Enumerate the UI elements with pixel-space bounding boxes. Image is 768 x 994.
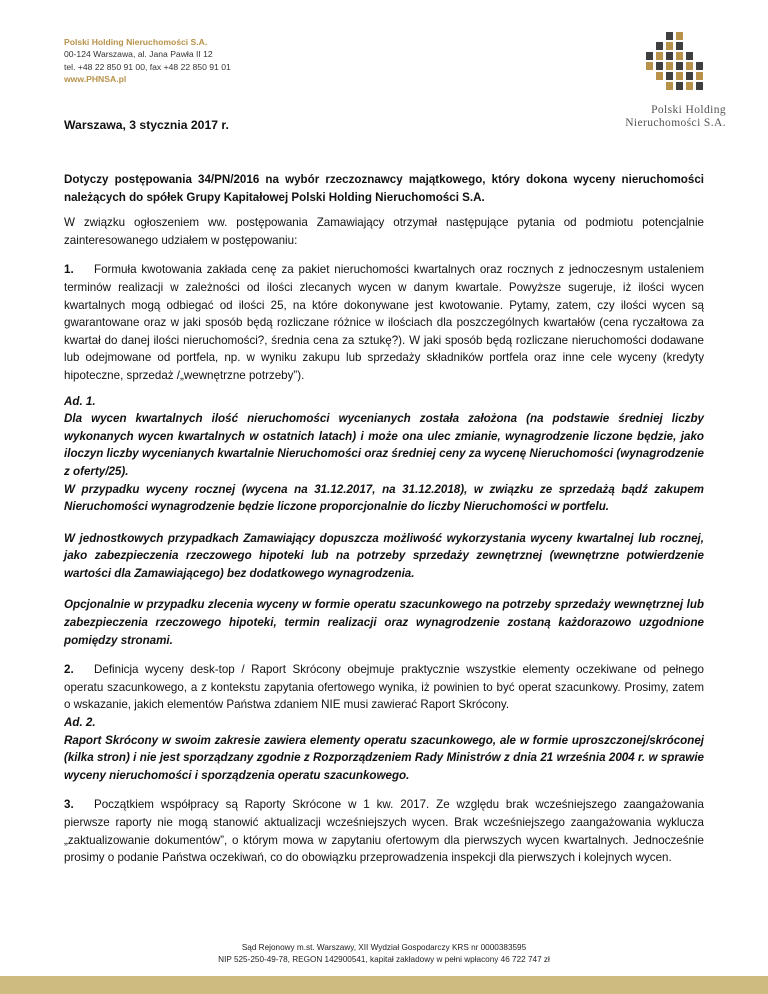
company-address: 00-124 Warszawa, al. Jana Pawła II 12: [64, 49, 213, 60]
answer-1-paragraph-4: Opcjonalnie w przypadku zlecenia wyceny w formie operatu szacunkowego na potrzeby sprzedaży wewnętrznej lub zabezpieczenia rzeczowego hipoteki, termin realizacji oraz wynagrodzenie zostaną każdorazowo uzgodnione pomiędzy stronami.: [64, 598, 704, 647]
question-1-text: Formuła kwotowania zakłada cenę za pakiet nieruchomości kwartalnych oraz rocznych z jednoczesnym ustaleniem terminów realizacji w zależności od ilości zlecanych wycen w danym kwartale. Powyższe sugeruje, iż ilości wycen kwartalnych mogą odbiegać od ilości 25, na które dokonywane jest kwotowanie. Pytamy, zatem, czy ilości wycen są gwarantowane oraz w jaki sposób będą rozliczane różnice w ilościach dla poszczególnych kwartałów (cena ryczałtowa za kwartał do danej ilości nieruchomości?, średnia cena za sztukę?). W jaki sposób będą rozliczane nieruchomości dodawane lub odejmowane od portfela, np. w wyniku zakupu lub sprzedaży składników portfela oraz inne cele wyceny (kredyty hipoteczne, sprzedaż /„wewnętrzne potrzeby”).: [64, 263, 704, 382]
answer-2-paragraph-1: Raport Skrócony w swoim zakresie zawiera elementy operatu szacunkowego, ale w formie uproszczonej/skróconej (kilka stron) i nie jest sporządzany zgodnie z Rozporządzeniem Rady Ministrów z dnia 21 września 2004 r. w sprawie wyceny nieruchomości i sporządzenia operatu szacunkowego.: [64, 733, 704, 782]
company-name: Polski Holding Nieruchomości S.A.: [64, 37, 208, 47]
question-2-text: Definicja wyceny desk-top / Raport Skrócony obejmuje praktycznie wszystkie elementy oczekiwane od pełnego operatu szacunkowego, a z kontekstu zapytania ofertowego wynika, iż powinien to być operat szacunkowy. Prosimy, zatem o wskazanie, jakich elementów Państwa zdaniem NIE musi zawierać Raport Skrócony.: [64, 663, 704, 712]
question-2: [64, 661, 704, 714]
subject-line: Dotyczy postępowania 34/PN/2016 na wybór rzeczoznawcy majątkowego, który dokona wyceny nieruchomości należących do spółek Grupy Kapitałowej Polski Holding Nieruchomości S.A.: [64, 173, 704, 204]
letter-date: Warszawa, 3 stycznia 2017 r.: [64, 118, 229, 132]
footer-line-2: NIP 525-250-49-78, REGON 142900541, kapitał zakładowy w pełni wpłacony 46 722 747 zł: [218, 955, 550, 964]
question-1-number: 1.: [64, 263, 74, 277]
question-3-number: 3.: [64, 798, 74, 812]
question-2-number: 2.: [64, 663, 74, 677]
letterhead-address: [64, 36, 231, 86]
logo-text: [588, 104, 726, 130]
footer-line-1: Sąd Rejonowy m.st. Warszawy, XII Wydział Gospodarczy KRS nr 0000383595: [241, 943, 527, 952]
logo-line-1: Polski Holding: [651, 104, 726, 116]
logo-line-2: Nieruchomości S.A.: [625, 117, 726, 129]
answer-1-paragraph-2: W przypadku wyceny rocznej (wycena na 31.12.2017, na 31.12.2018), w związku ze sprzedażą bądź zakupem Nieruchomości wynagrodzenie będzie liczone proporcjonalnie do liczby Nieruchomości w portfelu.: [64, 482, 704, 514]
intro-paragraph: W związku ogłoszeniem ww. postępowania Zamawiający otrzymał następujące pytania od podmiotu potencjalnie zainteresowanego udziałem w postępowaniu:: [64, 216, 704, 247]
footer-gold-bar: [0, 976, 768, 994]
letter-body: [64, 171, 704, 875]
phn-logo-icon: [620, 28, 710, 98]
answer-1-paragraph-1: Dla wycen kwartalnych ilość nieruchomości wycenianych została założona (na podstawie średniej liczby wykonanych wycen kwartalnych w ostatnich latach) i może ona ulec zmianie, wynagrodzenie liczone będzie, jako iloczyn liczby wycenianych kwartalnie Nieruchomości oraz średniej ceny za wycenę Nieruchomości (wynagrodzenie z oferty/25).: [64, 412, 704, 478]
question-3-text: Początkiem współpracy są Raporty Skrócone w 1 kw. 2017. Ze względu brak wcześniejszego zaangażowania pierwsze raporty nie mogą stanowić aktualizacji wcześniejszych wycen. Brak wcześniejszego zaangażowania wyklucza „zaktualizowanie dokumentów”, o którym mowa w zapytaniu ofertowym dla pierwszych wycen kwartalnych. Jednocześnie prosimy o podanie Państwa oczekiwań, co do obowiązku przeprowadzenia inspekcji dla pierwszych i kolejnych wycen.: [64, 798, 704, 865]
company-contact: tel. +48 22 850 91 00, fax +48 22 850 91 01: [64, 61, 231, 72]
question-3: [64, 796, 704, 866]
question-1: [64, 261, 704, 384]
answer-1-label: Ad. 1.: [64, 394, 96, 408]
company-website-link[interactable]: www.PHNSA.pl: [64, 74, 127, 85]
answer-1-paragraph-3: W jednostkowych przypadkach Zamawiający dopuszcza możliwość wykorzystania wyceny kwartalnej lub rocznej, jako zabezpieczenia rzeczowego hipoteki lub na potrzeby sprzedaży zewnętrznej (wewnętrzne potwierdzenie wartości dla Zamawiającego) bez dodatkowego wynagrodzenia.: [64, 531, 704, 580]
answer-2-label: Ad. 2.: [64, 716, 96, 730]
letter-footer: [0, 942, 768, 966]
